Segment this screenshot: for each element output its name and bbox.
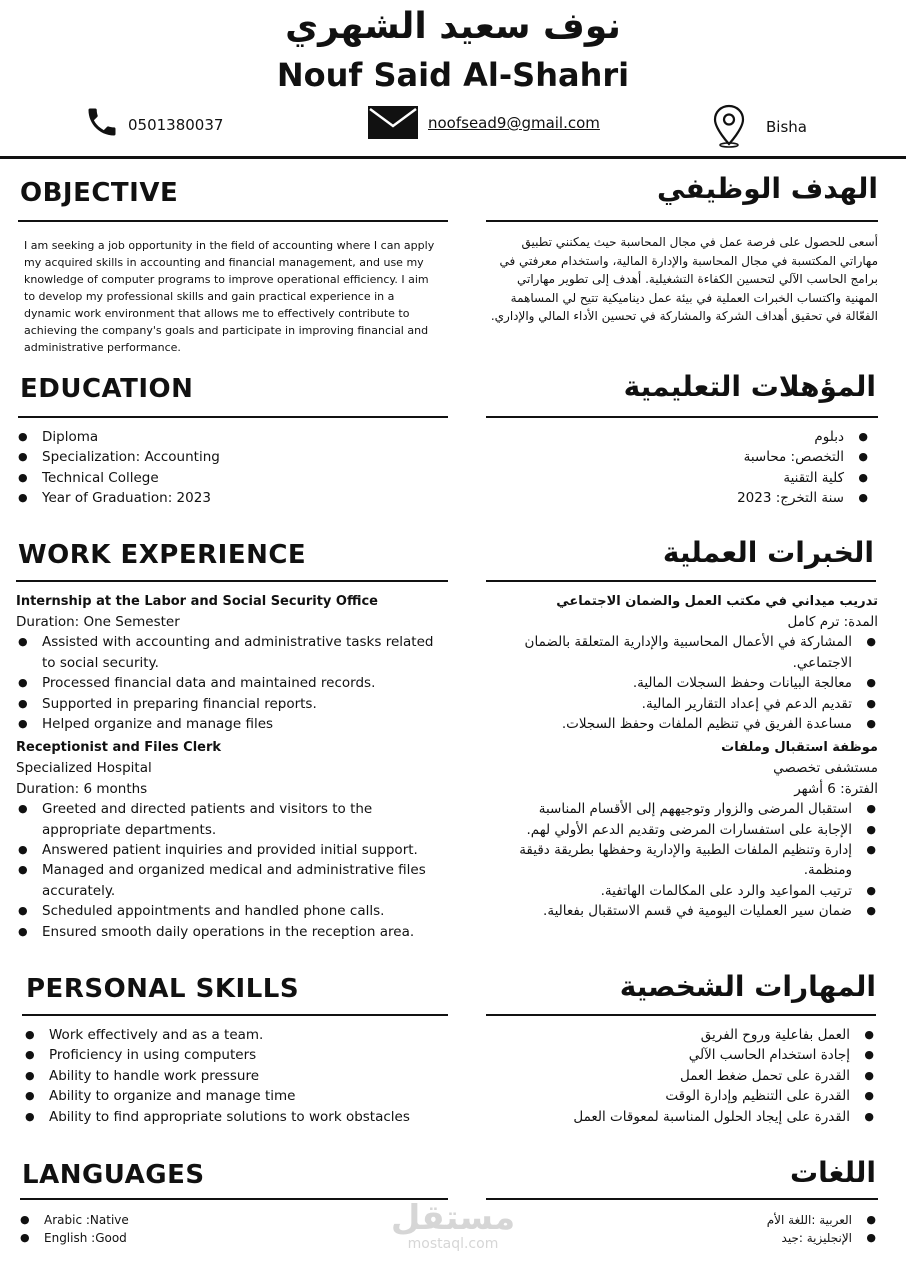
- objective-text-ar: أسعى للحصول على فرصة عمل في مجال المحاسبة حيث يمكنني تطبيق مهاراتي المكتسبة في مجال المحاسبة والإدارة المالية، واستخدام معرفتي في برامج الحاسب الآلي لتحسين الكفاءة التشغيلية. أهدف إلى تطوير مهاراتي المهنية واكتساب الخبرات العملية في بيئة عمل ديناميكية تتيح لي المساهمة الفعّالة في تحقيق أهداف الشركة والمشاركة في تحسين الأداء المالي والإداري.: [490, 235, 878, 323]
- location-pin-icon: [712, 104, 746, 148]
- job2-duration-en: Duration: 6 months: [16, 780, 148, 797]
- list-item: ● كلية التقنية: [490, 468, 870, 488]
- job2-title-ar: موظفة استقبال وملفات: [721, 740, 878, 756]
- skills-list-ar: [490, 1025, 876, 1127]
- experience-en: [16, 592, 436, 942]
- list-item: ● Managed and organized medical and administrative files accurately.: [16, 860, 436, 901]
- objective-text-en: I am seeking a job opportunity in the field of accounting where I can apply my acquired skills in accounting and financial management, and use my knowledge of computer programs to improve operational efficiency. I aim to develop my professional skills and gain practical experience in a dynamic work environment that allows me to effectively contribute to achieving the company's goals and participate in improving financial and administrative performance.: [24, 239, 435, 354]
- experience-ar: [480, 592, 878, 922]
- list-item: ● Helped organize and manage files: [16, 714, 436, 734]
- list-item: ● Work effectively and as a team.: [23, 1025, 443, 1045]
- skills-rule-ar: [486, 1014, 876, 1016]
- list-item: ● التخصص: محاسبة: [490, 447, 870, 467]
- list-item: ● Specialization: Accounting: [16, 447, 436, 467]
- job2-tasks-en: [16, 799, 436, 942]
- education-title-ar: المؤهلات التعليمية: [623, 370, 876, 403]
- list-item: ● إدارة وتنظيم الملفات الطبية والإدارية وحفظها بطريقة دقيقة ومنظمة.: [480, 840, 878, 881]
- list-item: ● Ability to handle work pressure: [23, 1066, 443, 1086]
- list-item: ● مساعدة الفريق في تنظيم الملفات وحفظ السجلات.: [480, 714, 878, 734]
- experience-title-ar: الخبرات العملية: [662, 536, 874, 569]
- objective-title-en: OBJECTIVE: [20, 178, 179, 208]
- list-item: ● ضمان سير العمليات اليومية في قسم الاستقبال بفعالية.: [480, 901, 878, 921]
- experience-title-en: WORK EXPERIENCE: [18, 540, 307, 570]
- list-item: ● Year of Graduation: 2023: [16, 488, 436, 508]
- list-item: ● Scheduled appointments and handled phone calls.: [16, 901, 436, 921]
- list-item: ● الإنجليزية :جيد: [576, 1229, 878, 1247]
- mail-icon: [368, 106, 418, 139]
- list-item: ● القدرة على التنظيم وإدارة الوقت: [490, 1086, 876, 1106]
- job1-title-ar: تدريب ميداني في مكتب العمل والضمان الاجتماعي: [556, 594, 878, 609]
- skills-title-en: PERSONAL SKILLS: [26, 974, 300, 1004]
- skills-title-ar: المهارات الشخصية: [619, 970, 876, 1003]
- education-title-en: EDUCATION: [20, 374, 194, 404]
- name-english: Nouf Said Al-Shahri: [276, 56, 630, 94]
- languages-title-en: LANGUAGES: [22, 1160, 205, 1190]
- phone-icon: [84, 104, 120, 140]
- list-item: ● Ensured smooth daily operations in the reception area.: [16, 922, 436, 942]
- education-rule-en: [18, 416, 448, 418]
- experience-rule-ar: [486, 580, 876, 582]
- languages-list-ar: [576, 1211, 878, 1247]
- phone-number: 0501380037: [128, 116, 224, 134]
- list-item: ● معالجة البيانات وحفظ السجلات المالية.: [480, 673, 878, 693]
- job1-title-en: Internship at the Labor and Social Security Office: [16, 594, 378, 609]
- location: Bisha: [766, 118, 807, 136]
- list-item: ● العمل بفاعلية وروح الفريق: [490, 1025, 876, 1045]
- watermark-logo: مستقل: [390, 1198, 516, 1238]
- objective-rule-ar: [486, 220, 878, 222]
- list-item: ● الإجابة على استفسارات المرضى وتقديم الدعم الأولي لهم.: [480, 820, 878, 840]
- name-arabic: نوف سعيد الشهري: [285, 6, 621, 47]
- list-item: ● دبلوم: [490, 427, 870, 447]
- languages-rule-ar: [486, 1198, 878, 1200]
- list-item: ● ترتيب المواعيد والرد على المكالمات الهاتفية.: [480, 881, 878, 901]
- objective-rule-en: [18, 220, 448, 222]
- list-item: ● Processed financial data and maintained records.: [16, 673, 436, 693]
- job2-place-en: Specialized Hospital: [16, 760, 152, 777]
- job1-duration-en: Duration: One Semester: [16, 614, 180, 630]
- list-item: ● Ability to find appropriate solutions to work obstacles: [23, 1107, 443, 1127]
- job1-duration-ar: المدة: ترم كامل: [787, 614, 878, 630]
- job2-duration-ar: الفترة: 6 أشهر: [794, 780, 878, 797]
- job1-tasks-ar: [480, 632, 878, 734]
- list-item: ● Proficiency in using computers: [23, 1045, 443, 1065]
- list-item: ● العربية :اللغة الأم: [576, 1211, 878, 1229]
- list-item: ● Greeted and directed patients and visitors to the appropriate departments.: [16, 799, 436, 840]
- list-item: ● استقبال المرضى والزوار وتوجيههم إلى الأقسام المناسبة: [480, 799, 878, 819]
- list-item: ● القدرة على تحمل ضغط العمل: [490, 1066, 876, 1086]
- skills-list-en: [23, 1025, 443, 1127]
- list-item: ● Answered patient inquiries and provided initial support.: [16, 840, 436, 860]
- list-item: ● المشاركة في الأعمال المحاسبية والإدارية المتعلقة بالضمان الاجتماعي.: [480, 632, 878, 673]
- list-item: ● إجادة استخدام الحاسب الآلي: [490, 1045, 876, 1065]
- objective-title-ar: الهدف الوظيفي: [657, 172, 878, 205]
- list-item: ● Technical College: [16, 468, 436, 488]
- list-item: ● Arabic :Native: [18, 1211, 318, 1229]
- header-divider: [0, 156, 906, 159]
- experience-rule-en: [16, 580, 448, 582]
- watermark-site: mostaql.com: [407, 1236, 499, 1252]
- job2-title-en: Receptionist and Files Clerk: [16, 740, 222, 756]
- list-item: ● القدرة على إيجاد الحلول المناسبة لمعوقات العمل: [490, 1107, 876, 1127]
- education-list-en: [16, 427, 436, 509]
- list-item: ● تقديم الدعم في إعداد التقارير المالية.: [480, 694, 878, 714]
- job1-tasks-en: [16, 632, 436, 734]
- list-item: ● Ability to organize and manage time: [23, 1086, 443, 1106]
- skills-rule-en: [22, 1014, 448, 1016]
- education-rule-ar: [486, 416, 878, 418]
- languages-title-ar: اللغات: [790, 1156, 876, 1189]
- education-list-ar: [490, 427, 870, 509]
- list-item: ● Diploma: [16, 427, 436, 447]
- email-link[interactable]: noofsead9@gmail.com: [428, 114, 600, 132]
- job2-place-ar: مستشفى تخصصي: [773, 760, 878, 777]
- list-item: ● Supported in preparing financial reports.: [16, 694, 436, 714]
- job2-tasks-ar: [480, 799, 878, 921]
- languages-list-en: [18, 1211, 318, 1247]
- list-item: ● English :Good: [18, 1229, 318, 1247]
- list-item: ● Assisted with accounting and administrative tasks related to social security.: [16, 632, 436, 673]
- list-item: ● سنة التخرج: 2023: [490, 488, 870, 508]
